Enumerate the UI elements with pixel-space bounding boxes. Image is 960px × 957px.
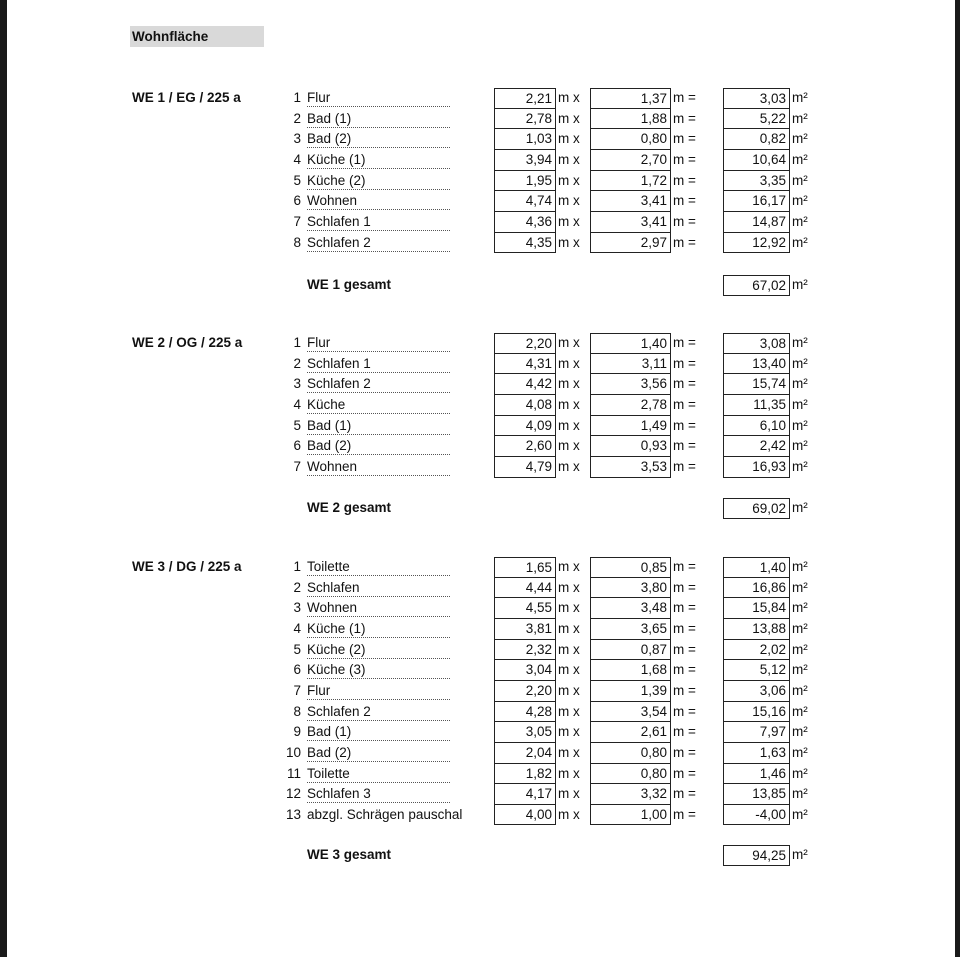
length-cell: 4,28 (494, 702, 556, 723)
room-name: Küche (2) (307, 171, 450, 190)
room-number: 1 (293, 559, 301, 574)
area-unit: m² (792, 110, 808, 126)
times-unit: m x (558, 355, 580, 371)
times-unit: m x (558, 786, 580, 802)
times-unit: m x (558, 234, 580, 250)
equals-unit: m = (673, 172, 696, 188)
equals-unit: m = (673, 335, 696, 350)
times-unit: m x (558, 396, 580, 412)
room-row (0, 640, 960, 661)
area-unit: m² (792, 579, 808, 595)
area-unit: m² (792, 500, 808, 515)
times-unit: m x (558, 620, 580, 636)
room-name: Schlafen 2 (307, 702, 450, 721)
area-cell: 11,35 (723, 395, 790, 416)
total-label: WE 2 gesamt (307, 500, 392, 515)
times-unit: m x (558, 641, 580, 657)
width-cell: 1,49 (590, 416, 671, 437)
room-name: Bad (1) (307, 109, 450, 128)
room-number: 4 (293, 620, 301, 636)
room-row (0, 436, 960, 457)
area-unit: m² (792, 438, 808, 454)
length-cell: 3,04 (494, 660, 556, 681)
area-cell: 1,40 (723, 557, 790, 578)
length-cell: 2,32 (494, 640, 556, 661)
room-number: 4 (293, 151, 301, 167)
length-cell: 4,36 (494, 212, 556, 233)
width-cell: 3,32 (590, 784, 671, 805)
area-unit: m² (792, 355, 808, 371)
area-cell: 2,02 (723, 640, 790, 661)
width-cell: 3,41 (590, 191, 671, 212)
area-unit: m² (792, 847, 808, 862)
section-label: WE 2 / OG / 225 a (132, 335, 243, 350)
length-cell: 4,44 (494, 578, 556, 599)
equals-unit: m = (673, 458, 696, 474)
room-number: 6 (293, 662, 301, 678)
width-cell: 1,88 (590, 109, 671, 130)
area-cell: 16,86 (723, 578, 790, 599)
area-cell: 10,64 (723, 150, 790, 171)
area-unit: m² (792, 277, 808, 292)
room-number: 7 (293, 682, 301, 698)
area-unit: m² (792, 417, 808, 433)
width-cell: 3,48 (590, 598, 671, 619)
room-name: Schlafen 3 (307, 784, 450, 803)
width-cell: 0,85 (590, 557, 671, 578)
room-name: Küche (1) (307, 619, 450, 638)
width-cell: 2,97 (590, 233, 671, 254)
equals-unit: m = (673, 417, 696, 433)
width-cell: 0,80 (590, 129, 671, 150)
total-area-cell: 94,25 (723, 845, 790, 866)
area-unit: m² (792, 600, 808, 616)
length-cell: 4,42 (494, 374, 556, 395)
room-name: Schlafen 1 (307, 212, 450, 231)
width-cell: 3,80 (590, 578, 671, 599)
room-number: 2 (293, 110, 301, 126)
area-cell: 13,40 (723, 354, 790, 375)
room-number: 8 (293, 703, 301, 719)
room-row (0, 416, 960, 437)
room-number: 3 (293, 131, 301, 147)
room-name: Flur (307, 681, 450, 700)
room-number: 2 (293, 579, 301, 595)
area-unit: m² (792, 682, 808, 698)
total-area-cell: 69,02 (723, 498, 790, 519)
equals-unit: m = (673, 110, 696, 126)
times-unit: m x (558, 724, 580, 740)
equals-unit: m = (673, 641, 696, 657)
equals-unit: m = (673, 786, 696, 802)
times-unit: m x (558, 172, 580, 188)
times-unit: m x (558, 193, 580, 209)
equals-unit: m = (673, 376, 696, 392)
room-number: 5 (293, 417, 301, 433)
room-number: 7 (293, 213, 301, 229)
equals-unit: m = (673, 559, 696, 574)
width-cell: 1,68 (590, 660, 671, 681)
area-cell: 0,82 (723, 129, 790, 150)
times-unit: m x (558, 579, 580, 595)
room-row (0, 578, 960, 599)
room-row (0, 457, 960, 478)
room-name: Bad (2) (307, 129, 450, 148)
room-row (0, 88, 960, 109)
area-unit: m² (792, 396, 808, 412)
room-row (0, 681, 960, 702)
area-cell: 15,16 (723, 702, 790, 723)
equals-unit: m = (673, 438, 696, 454)
room-name: Wohnen (307, 191, 450, 210)
width-cell: 1,00 (590, 805, 671, 826)
equals-unit: m = (673, 396, 696, 412)
area-unit: m² (792, 213, 808, 229)
width-cell: 3,41 (590, 212, 671, 233)
width-cell: 3,54 (590, 702, 671, 723)
room-name: Bad (2) (307, 743, 450, 762)
equals-unit: m = (673, 765, 696, 781)
room-row (0, 191, 960, 212)
area-cell: 15,84 (723, 598, 790, 619)
room-row (0, 109, 960, 130)
equals-unit: m = (673, 662, 696, 678)
room-number: 1 (293, 335, 301, 350)
area-cell: 15,74 (723, 374, 790, 395)
room-name: Küche (2) (307, 640, 450, 659)
total-area-cell: 67,02 (723, 275, 790, 296)
room-name: Schlafen 2 (307, 233, 450, 252)
times-unit: m x (558, 110, 580, 126)
length-cell: 1,82 (494, 764, 556, 785)
room-name: Toilette (307, 764, 450, 783)
length-cell: 4,31 (494, 354, 556, 375)
room-row (0, 619, 960, 640)
area-cell: -4,00 (723, 805, 790, 826)
times-unit: m x (558, 213, 580, 229)
width-cell: 2,61 (590, 722, 671, 743)
area-cell: 3,06 (723, 681, 790, 702)
length-cell: 2,60 (494, 436, 556, 457)
area-cell: 5,12 (723, 660, 790, 681)
room-row (0, 784, 960, 805)
times-unit: m x (558, 600, 580, 616)
equals-unit: m = (673, 724, 696, 740)
area-unit: m² (792, 786, 808, 802)
length-cell: 2,20 (494, 333, 556, 354)
equals-unit: m = (673, 131, 696, 147)
times-unit: m x (558, 703, 580, 719)
room-number: 2 (293, 355, 301, 371)
length-cell: 2,20 (494, 681, 556, 702)
equals-unit: m = (673, 213, 696, 229)
times-unit: m x (558, 417, 580, 433)
equals-unit: m = (673, 744, 696, 760)
width-cell: 0,80 (590, 743, 671, 764)
width-cell: 3,65 (590, 619, 671, 640)
length-cell: 1,95 (494, 171, 556, 192)
room-row (0, 722, 960, 743)
room-number: 7 (293, 458, 301, 474)
width-cell: 0,80 (590, 764, 671, 785)
equals-unit: m = (673, 355, 696, 371)
room-row (0, 171, 960, 192)
room-row (0, 333, 960, 354)
area-unit: m² (792, 806, 808, 822)
room-number: 4 (293, 396, 301, 412)
area-cell: 6,10 (723, 416, 790, 437)
area-cell: 1,46 (723, 764, 790, 785)
room-row (0, 660, 960, 681)
area-cell: 14,87 (723, 212, 790, 233)
room-name: Bad (2) (307, 436, 450, 455)
room-number: 10 (285, 744, 301, 760)
length-cell: 3,05 (494, 722, 556, 743)
times-unit: m x (558, 682, 580, 698)
room-name: Flur (307, 333, 450, 352)
equals-unit: m = (673, 682, 696, 698)
times-unit: m x (558, 438, 580, 454)
width-cell: 2,70 (590, 150, 671, 171)
times-unit: m x (558, 458, 580, 474)
room-name: Bad (1) (307, 416, 450, 435)
equals-unit: m = (673, 90, 696, 105)
area-unit: m² (792, 193, 808, 209)
times-unit: m x (558, 131, 580, 147)
total-label: WE 1 gesamt (307, 277, 392, 292)
room-number: 3 (293, 600, 301, 616)
room-name: Bad (1) (307, 722, 450, 741)
room-name: Küche (307, 395, 450, 414)
equals-unit: m = (673, 806, 696, 822)
area-cell: 13,88 (723, 619, 790, 640)
length-cell: 4,55 (494, 598, 556, 619)
width-cell: 3,53 (590, 457, 671, 478)
area-unit: m² (792, 458, 808, 474)
room-row (0, 150, 960, 171)
area-cell: 2,42 (723, 436, 790, 457)
room-name: Küche (1) (307, 150, 450, 169)
area-cell: 3,03 (723, 88, 790, 109)
section-label: WE 3 / DG / 225 a (132, 559, 242, 574)
times-unit: m x (558, 559, 580, 574)
times-unit: m x (558, 151, 580, 167)
width-cell: 3,56 (590, 374, 671, 395)
area-unit: m² (792, 765, 808, 781)
room-name: Toilette (307, 557, 450, 576)
equals-unit: m = (673, 579, 696, 595)
room-row (0, 557, 960, 578)
room-name: Küche (3) (307, 660, 450, 679)
room-row (0, 354, 960, 375)
room-number: 9 (293, 724, 301, 740)
equals-unit: m = (673, 703, 696, 719)
length-cell: 4,74 (494, 191, 556, 212)
width-cell: 3,11 (590, 354, 671, 375)
room-name: abzgl. Schrägen pauschal (307, 806, 463, 822)
area-unit: m² (792, 724, 808, 740)
room-number: 13 (285, 806, 301, 822)
room-number: 1 (293, 90, 301, 105)
length-cell: 2,21 (494, 88, 556, 109)
area-unit: m² (792, 131, 808, 147)
area-cell: 7,97 (723, 722, 790, 743)
area-cell: 16,17 (723, 191, 790, 212)
times-unit: m x (558, 806, 580, 822)
area-cell: 3,08 (723, 333, 790, 354)
room-number: 6 (293, 438, 301, 454)
room-number: 11 (286, 765, 301, 781)
length-cell: 4,35 (494, 233, 556, 254)
room-number: 12 (285, 786, 301, 802)
room-row (0, 702, 960, 723)
equals-unit: m = (673, 600, 696, 616)
room-number: 5 (293, 641, 301, 657)
area-unit: m² (792, 662, 808, 678)
room-row (0, 233, 960, 254)
area-cell: 1,63 (723, 743, 790, 764)
equals-unit: m = (673, 234, 696, 250)
times-unit: m x (558, 376, 580, 392)
length-cell: 1,65 (494, 557, 556, 578)
area-cell: 16,93 (723, 457, 790, 478)
room-row (0, 129, 960, 150)
length-cell: 2,78 (494, 109, 556, 130)
width-cell: 0,93 (590, 436, 671, 457)
times-unit: m x (558, 662, 580, 678)
section-label: WE 1 / EG / 225 a (132, 90, 241, 105)
width-cell: 0,87 (590, 640, 671, 661)
room-name: Flur (307, 88, 450, 107)
room-name: Wohnen (307, 457, 450, 476)
room-row (0, 374, 960, 395)
equals-unit: m = (673, 620, 696, 636)
length-cell: 4,08 (494, 395, 556, 416)
room-row (0, 598, 960, 619)
width-cell: 1,39 (590, 681, 671, 702)
section-total (0, 845, 960, 866)
room-number: 5 (293, 172, 301, 188)
total-label: WE 3 gesamt (307, 847, 392, 862)
area-unit: m² (792, 234, 808, 250)
area-cell: 13,85 (723, 784, 790, 805)
length-cell: 4,79 (494, 457, 556, 478)
room-name: Wohnen (307, 598, 450, 617)
area-cell: 3,35 (723, 171, 790, 192)
times-unit: m x (558, 744, 580, 760)
page-title: Wohnfläche (130, 26, 264, 47)
room-number: 6 (293, 193, 301, 209)
length-cell: 3,81 (494, 619, 556, 640)
room-name: Schlafen 1 (307, 354, 450, 373)
width-cell: 2,78 (590, 395, 671, 416)
area-unit: m² (792, 90, 808, 105)
length-cell: 1,03 (494, 129, 556, 150)
area-cell: 5,22 (723, 109, 790, 130)
room-row (0, 743, 960, 764)
room-row (0, 395, 960, 416)
area-unit: m² (792, 641, 808, 657)
width-cell: 1,72 (590, 171, 671, 192)
times-unit: m x (558, 765, 580, 781)
length-cell: 4,09 (494, 416, 556, 437)
times-unit: m x (558, 90, 580, 105)
area-unit: m² (792, 151, 808, 167)
room-row (0, 212, 960, 233)
times-unit: m x (558, 335, 580, 350)
length-cell: 2,04 (494, 743, 556, 764)
length-cell: 3,94 (494, 150, 556, 171)
section-total (0, 498, 960, 519)
area-unit: m² (792, 703, 808, 719)
room-row (0, 805, 960, 826)
area-unit: m² (792, 172, 808, 188)
room-number: 8 (293, 234, 301, 250)
length-cell: 4,17 (494, 784, 556, 805)
equals-unit: m = (673, 193, 696, 209)
equals-unit: m = (673, 151, 696, 167)
area-unit: m² (792, 744, 808, 760)
area-unit: m² (792, 559, 808, 574)
length-cell: 4,00 (494, 805, 556, 826)
room-name: Schlafen 2 (307, 374, 450, 393)
room-row (0, 764, 960, 785)
area-unit: m² (792, 376, 808, 392)
room-name: Schlafen (307, 578, 450, 597)
area-unit: m² (792, 620, 808, 636)
width-cell: 1,37 (590, 88, 671, 109)
section-total (0, 275, 960, 296)
room-number: 3 (293, 376, 301, 392)
width-cell: 1,40 (590, 333, 671, 354)
area-unit: m² (792, 335, 808, 350)
area-cell: 12,92 (723, 233, 790, 254)
